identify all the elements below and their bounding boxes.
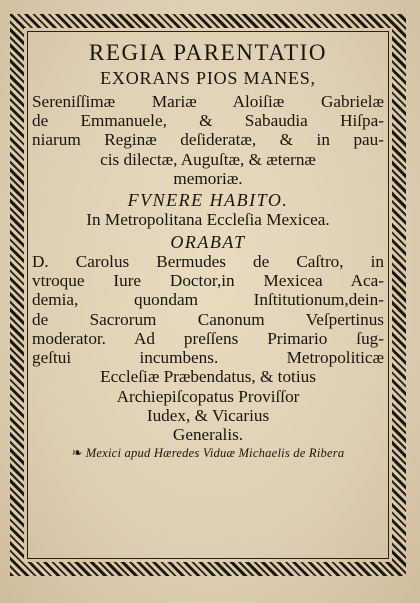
author-line: moderator. Ad preſſens Primario ſug- — [32, 328, 384, 348]
author-line: demia, quondam Inſtitutionum,dein- — [32, 290, 384, 310]
author-line: geſtui incumbens. Metropoliticæ — [32, 348, 384, 368]
dedication-block — [32, 92, 384, 188]
author-line: D. Carolus Bermudes de Caſtro, in — [32, 251, 384, 271]
dedication-line: de Emmanuele, & Sabaudia Hiſpa- — [32, 111, 384, 131]
location-line: In Metropolitana Eccleſia Mexicea. — [86, 210, 330, 230]
title-line-1: REGIA PARENTATIO — [88, 40, 328, 65]
leaf-ornament-icon: ❧ — [71, 445, 83, 461]
dedication-line: cis dilectæ, Auguſtæ, & æternæ — [100, 149, 316, 169]
author-block — [32, 252, 384, 387]
dedication-line: Sereniſſimæ Mariæ Aloiſiæ Gabrielæ — [32, 91, 384, 111]
author-line: vtroque Iure Doctor,in Mexicea Aca- — [32, 271, 384, 291]
funere-habito: FVNERE HABITO. — [127, 190, 289, 211]
closing-line: Archiepiſcopatus Proviſſor — [116, 386, 300, 406]
dedication-line: memoriæ. — [173, 168, 243, 188]
title-page-text — [32, 40, 384, 461]
imprint-line — [32, 446, 384, 461]
title-line-2: EXORANS PIOS MANES, — [100, 67, 316, 88]
closing-block — [32, 387, 384, 445]
author-line: Eccleſiæ Præbendatus, & totius — [100, 367, 316, 387]
author-line: de Sacrorum Canonum Veſpertinus — [32, 309, 384, 329]
imprint-text: Mexici apud Hæredes Viduæ Michaelis de Ribera — [85, 446, 345, 461]
dedication-line: niarum Reginæ deſideratæ, & in pau- — [32, 130, 384, 150]
orabat: ORABAT — [170, 231, 246, 252]
closing-line: Iudex, & Vicarius — [146, 405, 270, 425]
closing-line: Generalis. — [172, 425, 244, 445]
